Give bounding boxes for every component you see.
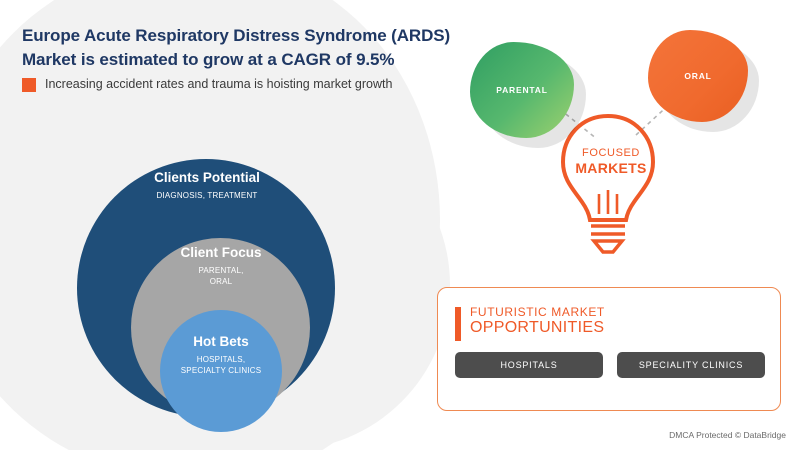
client-focus-subtitle-line2: ORAL [209, 276, 233, 286]
label-client-focus [145, 245, 297, 287]
bulb-label-line2: MARKETS [575, 159, 647, 176]
clients-potential-title: Clients Potential [154, 170, 260, 185]
bulb-label [568, 147, 654, 176]
opportunities-line1: FUTURISTIC MARKET [470, 305, 605, 319]
button-speciality-clinics[interactable]: SPECIALITY CLINICS [617, 352, 765, 378]
blob-oral[interactable] [648, 30, 748, 122]
clients-potential-subtitle: DIAGNOSIS, TREATMENT [156, 190, 258, 200]
hot-bets-subtitle-line2: SPECIALTY CLINICS [180, 365, 262, 375]
blob-oral-label: ORAL [684, 71, 712, 81]
footer-copyright: DMCA Protected © DataBridge [669, 430, 786, 440]
opportunities-heading [455, 305, 605, 341]
page-title: Europe Acute Respiratory Distress Syndrome (ARDS) Market is estimated to grow at a CAGR of 9.5% [22, 26, 451, 70]
subtitle-block [22, 76, 422, 93]
accent-bar-icon [455, 307, 461, 341]
label-clients-potential [117, 170, 297, 202]
opportunities-buttons [455, 352, 765, 378]
square-marker-icon [22, 78, 36, 92]
opportunities-line2: OPPORTUNITIES [470, 319, 605, 337]
hot-bets-subtitle-line1: HOSPITALS, [196, 354, 246, 364]
client-focus-title: Client Focus [180, 245, 262, 260]
label-hot-bets [166, 334, 276, 376]
client-focus-subtitle-line1: PARENTAL, [198, 265, 244, 275]
subtitle-text: Increasing accident rates and trauma is hoisting market growth [45, 77, 393, 91]
button-hospitals[interactable]: HOSPITALS [455, 352, 603, 378]
blob-parental[interactable] [470, 42, 574, 138]
bulb-label-line1: FOCUSED [582, 147, 640, 159]
hot-bets-title: Hot Bets [193, 334, 249, 349]
blob-parental-label: PARENTAL [496, 85, 548, 95]
